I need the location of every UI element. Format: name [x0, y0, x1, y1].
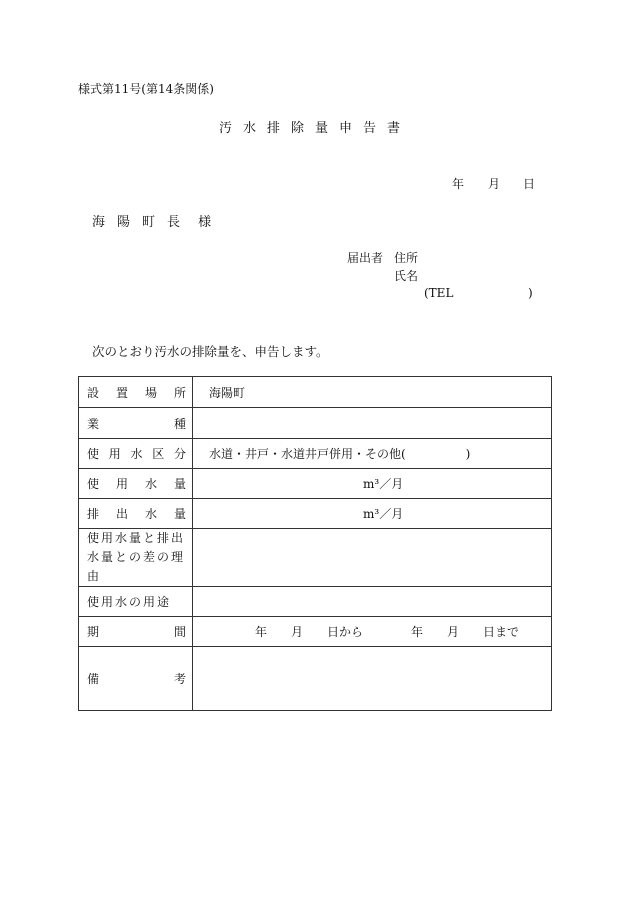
label-line: 水量との差の理由: [87, 550, 186, 583]
label-discharge-amount: [79, 499, 193, 529]
addressee: [92, 211, 211, 230]
row-remarks: [79, 647, 552, 711]
applicant-address-label: 住所: [394, 251, 419, 265]
row-water-type: [79, 439, 552, 469]
label-char: 排: [87, 507, 100, 521]
label-char: 使: [87, 477, 100, 491]
purpose-value[interactable]: [193, 587, 552, 617]
location-value[interactable]: 海陽町: [193, 377, 552, 408]
row-purpose: [79, 587, 552, 617]
period-value[interactable]: 年 月 日から 年 月 日まで: [193, 617, 552, 647]
label-char: 水: [144, 507, 157, 521]
label-char: 用: [108, 447, 121, 461]
label-char: 場: [144, 385, 157, 400]
label-location: [79, 377, 193, 408]
label-char: 業: [87, 416, 100, 431]
addressee-char: 町: [142, 215, 168, 230]
label-char: 種: [173, 416, 186, 431]
label-char: 置: [115, 385, 128, 400]
date-year-label: 年: [452, 177, 465, 191]
label-business: [79, 408, 193, 439]
label-char: 水: [130, 447, 143, 461]
label-char: 設: [87, 385, 100, 400]
label-char: 区: [152, 447, 165, 461]
document-title: 汚水排除量申告書: [218, 121, 411, 136]
addressee-char: 海: [92, 215, 118, 230]
label-char: 量: [173, 507, 186, 521]
row-discharge-amount: [79, 499, 552, 529]
label-char: 用: [115, 477, 128, 491]
label-char: 所: [173, 385, 186, 400]
unit-label: m³／月: [363, 477, 404, 491]
remarks-value[interactable]: [193, 647, 552, 711]
date-day-label: 日: [523, 177, 536, 191]
label-char: 間: [173, 625, 186, 639]
declaration-table: [78, 376, 552, 711]
label-char: 分: [173, 447, 186, 461]
label-water-type: [79, 439, 193, 469]
label-char: 水: [144, 477, 157, 491]
label-char: 考: [173, 672, 186, 686]
label-char: 出: [115, 507, 128, 521]
applicant-tel-open: (TEL: [424, 286, 454, 300]
form-number: 様式第11号(第14条関係): [78, 82, 214, 96]
label-remarks: [79, 647, 193, 711]
addressee-honorific: 様: [198, 215, 212, 230]
addressee-char: 陽: [117, 215, 143, 230]
addressee-char: 長: [167, 215, 193, 230]
applicant-name-label: 氏名: [394, 269, 419, 283]
label-line: 使用水量と排出: [87, 531, 186, 545]
difference-reason-value[interactable]: [193, 529, 552, 587]
label-char: 備: [87, 672, 100, 686]
applicant-tel-close: ): [528, 286, 533, 300]
date-month-label: 月: [488, 177, 501, 191]
label-period: [79, 617, 193, 647]
label-water-use-amount: [79, 469, 193, 499]
label-char: 期: [87, 625, 100, 639]
row-business: [79, 408, 552, 439]
label-purpose: 使用水の用途: [79, 587, 193, 617]
row-location: [79, 377, 552, 408]
unit-label: m³／月: [363, 507, 404, 521]
row-period: [79, 617, 552, 647]
discharge-amount-value[interactable]: [193, 499, 552, 529]
row-water-use-amount: [79, 469, 552, 499]
business-value[interactable]: [193, 408, 552, 439]
water-type-options[interactable]: 水道・井戸・水道井戸併用・その他( ): [193, 439, 552, 469]
row-difference-reason: [79, 529, 552, 587]
water-use-amount-value[interactable]: [193, 469, 552, 499]
intro-text: 次のとおり汚水の排除量を、申告します。: [92, 344, 329, 359]
applicant-label: 届出者: [347, 251, 384, 265]
label-char: 使: [87, 447, 100, 461]
label-char: 量: [173, 477, 186, 491]
label-difference-reason: [79, 529, 193, 587]
